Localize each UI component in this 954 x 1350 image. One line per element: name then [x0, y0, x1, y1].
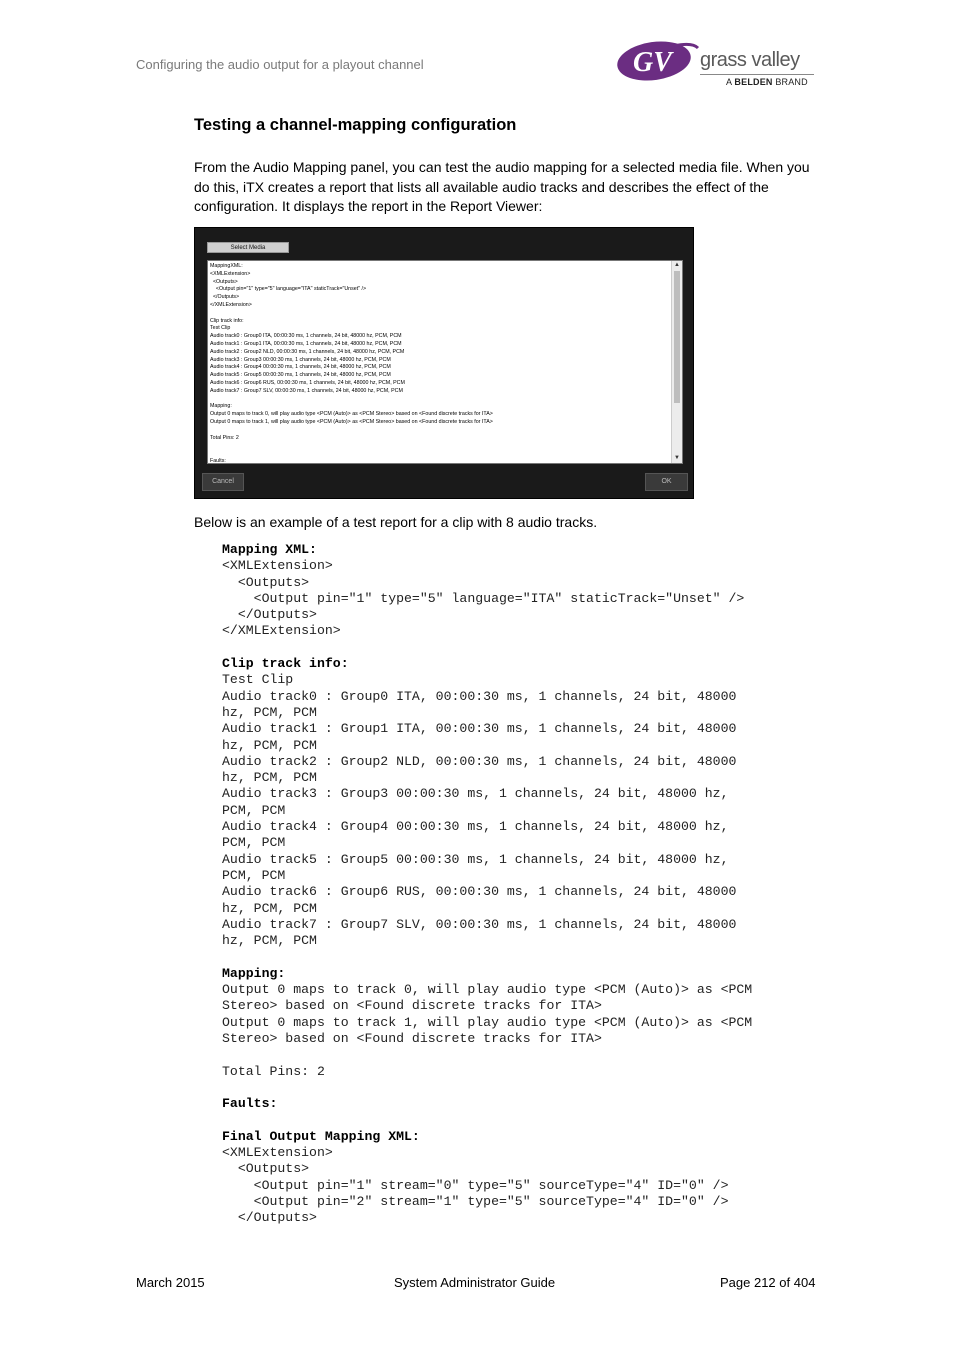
report-line: Total Pins: 2	[210, 434, 239, 441]
code-line: hz, PCM, PCM	[222, 933, 317, 949]
code-heading: Final Output Mapping XML:	[222, 1128, 420, 1144]
code-line: Audio track1 : Group1 ITA, 00:00:30 ms, 1 channels, 24 bit, 48000	[222, 721, 737, 737]
footer-page-number: Page 212 of 404	[720, 1275, 816, 1290]
code-line: Audio track4 : Group4 00:00:30 ms, 1 channels, 24 bit, 48000 hz,	[222, 819, 729, 835]
footer-doc-title: System Administrator Guide	[394, 1275, 556, 1290]
report-line: Audio track3 : Group3 00:00:30 ms, 1 channels, 24 bit, 48000 hz, PCM, PCM	[210, 356, 391, 363]
code-line: <Outputs>	[222, 574, 310, 590]
select-media-button[interactable]: Select Media	[207, 242, 289, 253]
report-line	[210, 442, 670, 450]
report-line: Clip track info:	[210, 317, 244, 324]
example-caption: Below is an example of a test report for a clip with 8 audio tracks.	[194, 514, 598, 530]
code-heading: Faults:	[222, 1096, 278, 1112]
report-line: Audio track5 : Group5 00:00:30 ms, 1 channels, 24 bit, 48000 hz, PCM, PCM	[210, 372, 391, 379]
code-line: hz, PCM, PCM	[222, 900, 317, 916]
code-line: PCM, PCM	[222, 835, 286, 851]
code-line: <XMLExtension>	[222, 558, 333, 574]
code-line	[222, 949, 752, 965]
report-line: <XMLExtension>	[210, 270, 251, 277]
code-heading: Clip track info:	[222, 656, 349, 672]
logo-tagline-prefix: A	[726, 77, 732, 87]
code-line: PCM, PCM	[222, 867, 286, 883]
section-title: Testing a channel-mapping configuration	[194, 116, 517, 134]
code-line: hz, PCM, PCM	[222, 737, 317, 753]
code-line: <Output pin="1" stream="0" type="5" sourceType="4" ID="0" />	[222, 1177, 729, 1193]
code-line	[222, 640, 752, 656]
example-report-code	[222, 542, 752, 1226]
report-text-area[interactable]	[207, 260, 683, 464]
report-line: Audio track4 : Group4 00:00:30 ms, 1 channels, 24 bit, 48000 hz, PCM, PCM	[210, 364, 391, 371]
code-line: </Outputs>	[222, 607, 317, 623]
code-line	[222, 1080, 752, 1096]
logo-tagline	[726, 77, 808, 87]
code-line: Audio track3 : Group3 00:00:30 ms, 1 channels, 24 bit, 48000 hz,	[222, 786, 729, 802]
code-line: Stereo> based on <Found discrete tracks for ITA>	[222, 1030, 602, 1046]
code-line: PCM, PCM	[222, 802, 286, 818]
report-line: Audio track6 : Group6 RUS, 00:00:30 ms, 1 channels, 24 bit, 48000 hz, PCM, PCM	[210, 379, 405, 386]
code-line: Audio track7 : Group7 SLV, 00:00:30 ms, 1 channels, 24 bit, 48000	[222, 916, 737, 932]
report-line: </XMLExtension>	[210, 301, 252, 308]
code-line: Test Clip	[222, 672, 294, 688]
code-line: <Output pin="1" type="5" language="ITA" staticTrack="Unset" />	[222, 590, 745, 606]
code-line: Audio track2 : Group2 NLD, 00:00:30 ms, 1 channels, 24 bit, 48000	[222, 753, 737, 769]
logo-wordmark: grass valley	[700, 49, 800, 71]
report-line: Audio track7 : Group7 SLV, 00:00:30 ms, 1 channels, 24 bit, 48000 hz, PCM, PCM	[210, 387, 403, 394]
scroll-up-icon[interactable]: ▲	[674, 262, 680, 268]
report-line: Output 0 maps to track 1, will play audio type <PCM (Auto)> as <PCM Stereo> based on <Found discrete tracks for ITA>	[210, 418, 493, 425]
report-line	[210, 450, 670, 458]
code-line: </XMLExtension>	[222, 623, 341, 639]
report-scrollbar[interactable]	[671, 261, 682, 463]
code-line: Output 0 maps to track 0, will play audio type <PCM (Auto)> as <PCM	[222, 982, 753, 998]
code-line: <Outputs>	[222, 1161, 310, 1177]
report-line: <Output pin="1" type="5" language="ITA" staticTrack="Unset" />	[210, 286, 367, 293]
logo-tagline-suffix: BRAND	[775, 77, 808, 87]
grass-valley-logo	[616, 38, 816, 90]
code-line	[222, 1112, 752, 1128]
running-header: Configuring the audio output for a playout channel	[136, 57, 424, 72]
report-line: </Outputs>	[210, 294, 240, 301]
code-line: hz, PCM, PCM	[222, 704, 317, 720]
intro-paragraph: From the Audio Mapping panel, you can test the audio mapping for a selected media file. When you do this, iTX creates a report that lists all available audio tracks and describes the effect of the configuration. It displays the report in the Report Viewer:	[194, 159, 810, 214]
logo-divider	[700, 74, 814, 75]
report-line: Mapping:	[210, 403, 232, 410]
code-line	[222, 1047, 752, 1063]
report-line	[210, 427, 670, 435]
report-line: Audio track2 : Group2 NLD, 00:00:30 ms, 1 channels, 24 bit, 48000 hz, PCM, PCM	[210, 348, 405, 355]
logo-tagline-brand: BELDEN	[734, 77, 773, 87]
report-line: <Outputs>	[210, 278, 238, 285]
report-line	[210, 310, 670, 318]
report-viewer-dialog	[194, 227, 694, 499]
report-line: Faults:	[210, 457, 226, 464]
cancel-button[interactable]: Cancel	[202, 473, 244, 491]
code-line: Audio track6 : Group6 RUS, 00:00:30 ms, 1 channels, 24 bit, 48000	[222, 884, 737, 900]
report-line: Audio track1 : Group1 ITA, 00:00:30 ms, 1 channels, 24 bit, 48000 hz, PCM, PCM	[210, 340, 402, 347]
report-line: MappingXML:	[210, 263, 243, 269]
ok-button[interactable]: OK	[645, 473, 688, 491]
code-line: <XMLExtension>	[222, 1144, 333, 1160]
code-line: Stereo> based on <Found discrete tracks for ITA>	[222, 998, 602, 1014]
report-line: Output 0 maps to track 0, will play audio type <PCM (Auto)> as <PCM Stereo> based on <Found discrete tracks for ITA>	[210, 411, 493, 418]
scroll-thumb[interactable]	[674, 271, 680, 403]
code-line: Audio track5 : Group5 00:00:30 ms, 1 channels, 24 bit, 48000 hz,	[222, 851, 729, 867]
code-line: hz, PCM, PCM	[222, 770, 317, 786]
code-line: </Outputs>	[222, 1210, 317, 1226]
code-line: Total Pins: 2	[222, 1063, 325, 1079]
logo-swoosh-icon	[616, 38, 700, 84]
code-heading: Mapping XML:	[222, 542, 317, 557]
code-line: Output 0 maps to track 1, will play audio type <PCM (Auto)> as <PCM	[222, 1014, 753, 1030]
code-heading: Mapping:	[222, 965, 286, 981]
scroll-down-icon[interactable]: ▼	[674, 455, 680, 461]
report-line: Test Clip	[210, 325, 231, 332]
report-line	[210, 396, 670, 404]
report-line: Audio track0 : Group0 ITA, 00:00:30 ms, 1 channels, 24 bit, 48000 hz, PCM, PCM	[210, 333, 402, 340]
code-line: <Output pin="2" stream="1" type="5" sourceType="4" ID="0" />	[222, 1193, 729, 1209]
svg-text:GV: GV	[633, 47, 672, 78]
code-line: Audio track0 : Group0 ITA, 00:00:30 ms, 1 channels, 24 bit, 48000	[222, 688, 737, 704]
footer-date: March 2015	[136, 1275, 205, 1290]
report-text	[210, 263, 670, 464]
